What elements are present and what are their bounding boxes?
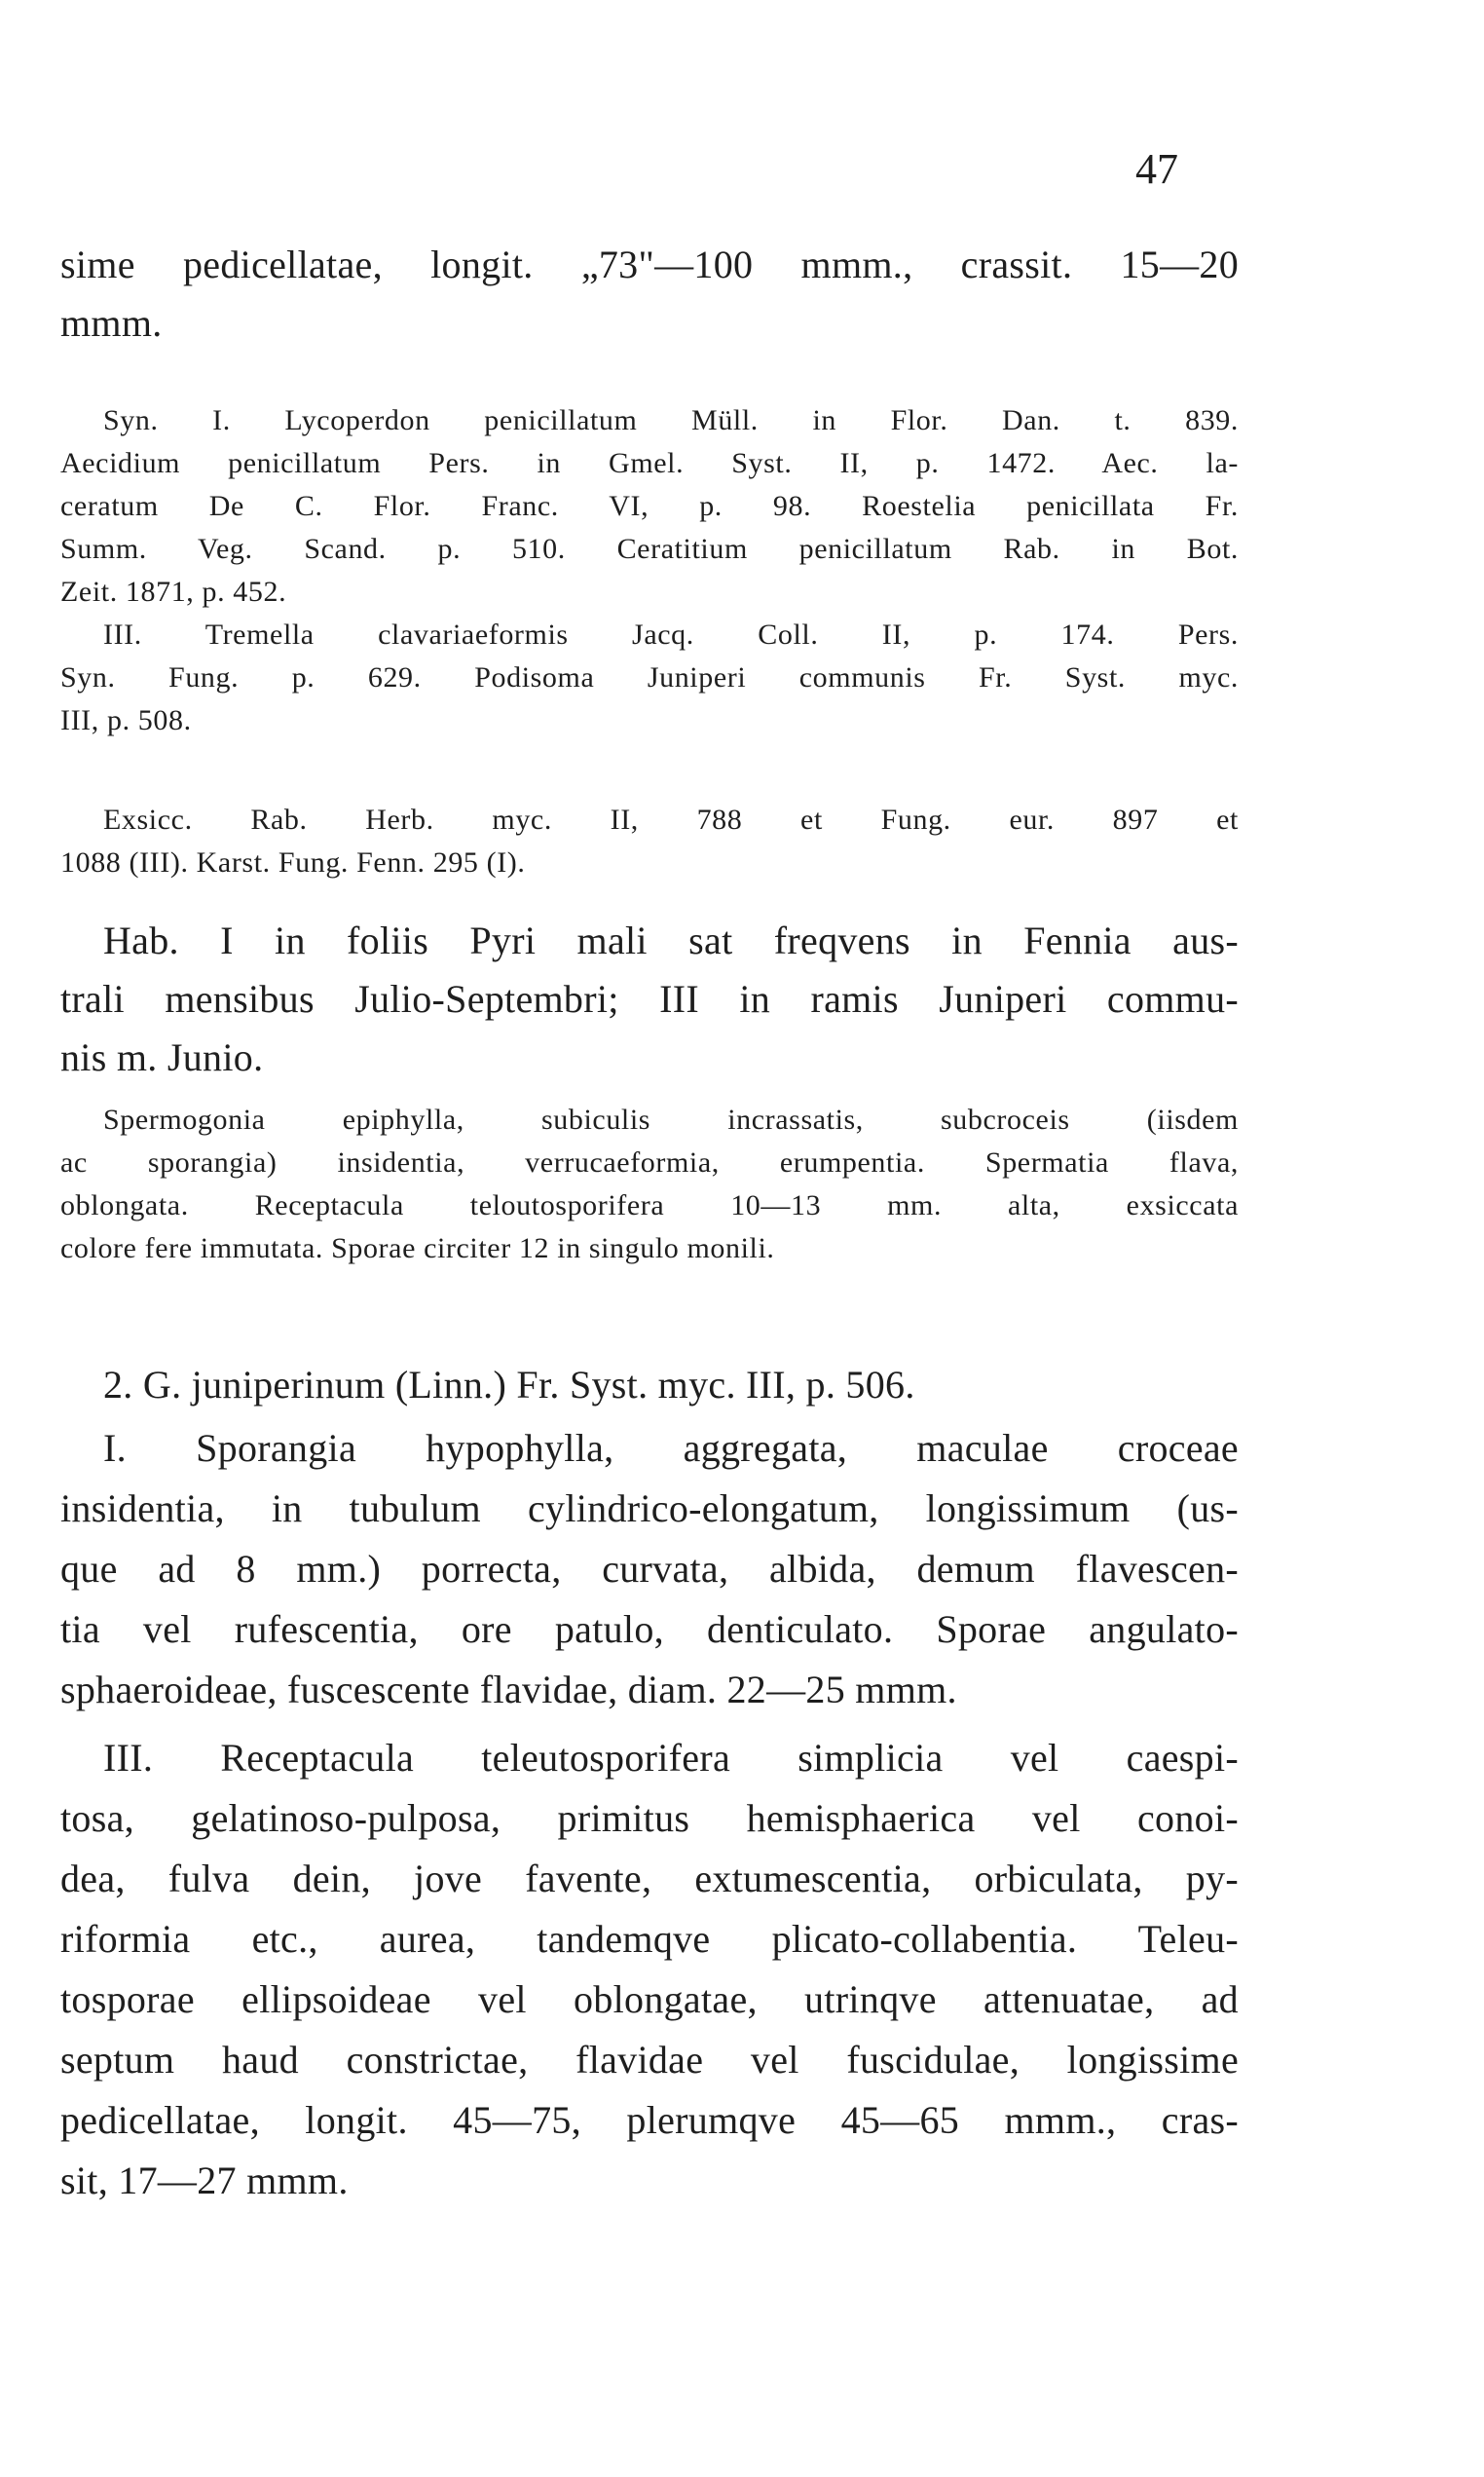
text-line: III. Tremella clavariaeformis Jacq. Coll. II, p. 174. Pers.	[103, 619, 1239, 651]
text-line: tosa, gelatinoso-pulposa, primitus hemisphaerica vel conoi-	[60, 1796, 1239, 1840]
text-line: ceratum De C. Flor. Franc. VI, p. 98. Roestelia penicillata Fr.	[60, 490, 1239, 522]
description-block	[60, 1418, 1239, 1720]
text-line: oblongata. Receptacula teloutosporifera 10—13 mm. alta, exsiccata	[60, 1189, 1239, 1221]
text-line: septum haud constrictae, flavidae vel fuscidulae, longissime	[60, 2038, 1239, 2082]
text-line: Spermogonia epiphylla, subiculis incrassatis, subcroceis (iisdem	[103, 1104, 1239, 1136]
species-heading	[60, 1356, 1239, 1414]
habitat-block	[60, 912, 1239, 1087]
text-line: nis m. Junio.	[60, 1035, 264, 1079]
synonyms-block	[60, 399, 1239, 614]
exsiccatae-block	[60, 799, 1239, 884]
text-line: sphaeroideae, fuscescente flavidae, diam. 22—25 mmm.	[60, 1668, 957, 1711]
text-line: que ad 8 mm.) porrecta, curvata, albida, demum flavescen-	[60, 1547, 1239, 1591]
text-line: trali mensibus Julio-Septembri; III in ramis Juniperi commu-	[60, 977, 1239, 1021]
text-line: III, p. 508.	[60, 704, 192, 736]
description-block	[60, 1728, 1239, 2211]
text-line: 1088 (III). Karst. Fung. Fenn. 295 (I).	[60, 846, 526, 879]
text-line: Hab. I in foliis Pyri mali sat freqvens in Fennia aus-	[103, 919, 1239, 962]
text-line: Exsicc. Rab. Herb. myc. II, 788 et Fung. eur. 897 et	[103, 804, 1239, 836]
text-line: I. Sporangia hypophylla, aggregata, maculae croceae	[103, 1426, 1239, 1470]
text-line: 2. G. juniperinum (Linn.) Fr. Syst. myc. III, p. 506.	[103, 1363, 915, 1407]
description-small-block	[60, 1099, 1239, 1270]
page-number: 47	[1135, 145, 1178, 193]
text-line: sime pedicellatae, longit. „73"—100 mmm., crassit. 15—20	[60, 243, 1239, 286]
text-line: pedicellatae, longit. 45—75, plerumqve 45—65 mmm., cras-	[60, 2098, 1239, 2142]
text-line: insidentia, in tubulum cylindrico-elongatum, longissimum (us-	[60, 1486, 1239, 1530]
text-line: dea, fulva dein, jove favente, extumescentia, orbiculata, py-	[60, 1857, 1239, 1900]
text-line: III. Receptacula teleutosporifera simplicia vel caespi-	[103, 1736, 1239, 1780]
text-block	[60, 236, 1239, 353]
text-line: tia vel rufescentia, ore patulo, denticulato. Sporae angulato-	[60, 1607, 1239, 1651]
text-line: mmm.	[60, 301, 163, 345]
text-line: riformia etc., aurea, tandemqve plicato-collabentia. Teleu-	[60, 1917, 1239, 1961]
text-line: sit, 17—27 mmm.	[60, 2158, 349, 2202]
text-line: ac sporangia) insidentia, verrucaeformia, erumpentia. Spermatia flava,	[60, 1146, 1239, 1179]
text-line: colore fere immutata. Sporae circiter 12 in singulo monili.	[60, 1232, 775, 1264]
text-line: tosporae ellipsoideae vel oblongatae, utrinqve attenuatae, ad	[60, 1977, 1239, 2021]
text-line: Zeit. 1871, p. 452.	[60, 576, 287, 608]
text-line: Syn. I. Lycoperdon penicillatum Müll. in Flor. Dan. t. 839.	[103, 404, 1239, 436]
synonyms-block	[60, 614, 1239, 742]
text-line: Syn. Fung. p. 629. Podisoma Juniperi communis Fr. Syst. myc.	[60, 661, 1239, 694]
text-line: Summ. Veg. Scand. p. 510. Ceratitium penicillatum Rab. in Bot.	[60, 533, 1239, 565]
text-line: Aecidium penicillatum Pers. in Gmel. Syst. II, p. 1472. Aec. la-	[60, 447, 1239, 479]
